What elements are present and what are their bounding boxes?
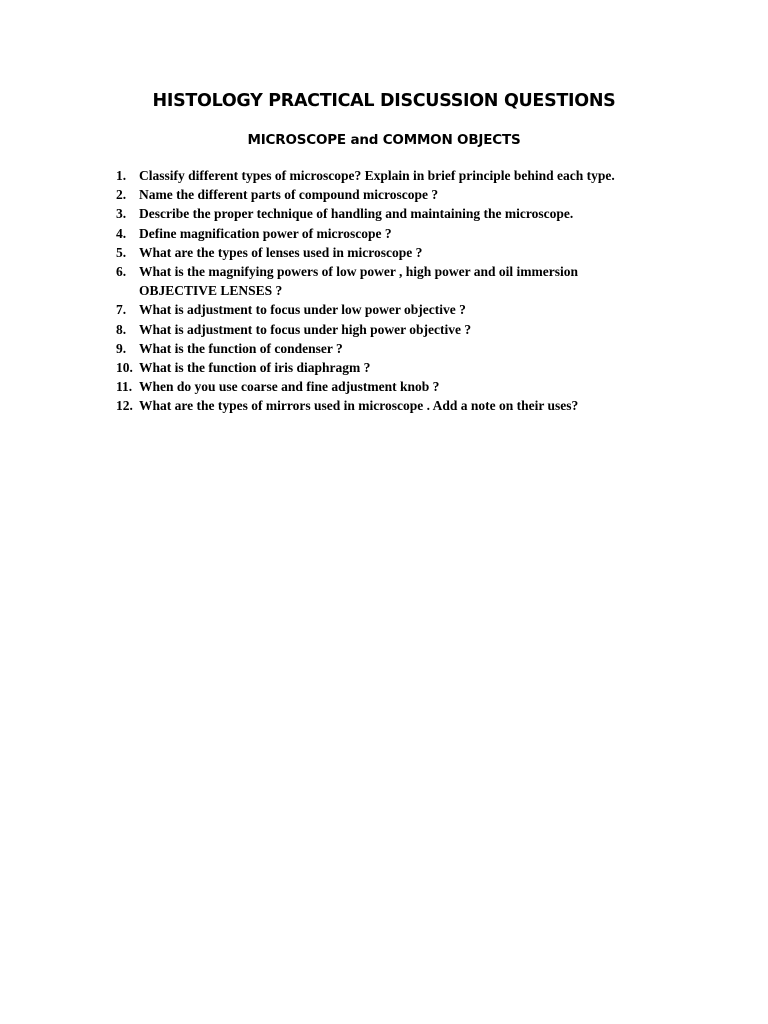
question-item <box>116 300 656 319</box>
document-title: HISTOLOGY PRACTICAL DISCUSSION QUESTIONS <box>152 91 616 111</box>
question-text: Name the different parts of compound microscope ? <box>139 187 439 203</box>
document-subtitle: MICROSCOPE and COMMON OBJECTS <box>247 132 521 148</box>
question-number: 9. <box>116 340 127 356</box>
question-text: Classify different types of microscope? Explain in brief principle behind each type. <box>139 168 615 183</box>
question-text: What is the magnifying powers of low power , high power and oil immersion OBJECTIVE LENSES ? <box>139 264 579 299</box>
question-text: What is the function of condenser ? <box>139 340 343 356</box>
question-text: Describe the proper technique of handling and maintaining the microscope. <box>139 206 574 222</box>
question-text: When do you use coarse and fine adjustment knob ? <box>139 379 440 395</box>
question-number: 3. <box>116 206 127 222</box>
question-number: 4. <box>116 225 127 241</box>
question-number: 7. <box>116 302 127 318</box>
question-item <box>116 204 656 223</box>
question-item <box>116 224 656 243</box>
question-item <box>116 358 656 377</box>
question-item <box>116 262 656 300</box>
question-item <box>116 396 656 415</box>
question-number: 10. <box>116 360 133 376</box>
question-item <box>116 320 656 339</box>
question-number: 1. <box>116 168 127 183</box>
question-item <box>116 166 656 185</box>
question-number: 8. <box>116 321 127 337</box>
question-text: What is adjustment to focus under low power objective ? <box>139 302 466 318</box>
question-item <box>116 339 656 358</box>
question-number: 5. <box>116 244 127 260</box>
question-item <box>116 243 656 262</box>
question-item <box>116 185 656 204</box>
question-text: Define magnification power of microscope ? <box>139 225 392 241</box>
question-text: What are the types of lenses used in microscope ? <box>139 244 423 260</box>
question-number: 6. <box>116 264 127 280</box>
question-text: What is adjustment to focus under high power objective ? <box>139 321 472 337</box>
question-number: 11. <box>116 379 133 395</box>
question-text: What is the function of iris diaphragm ? <box>139 360 371 376</box>
question-text: What are the types of mirrors used in microscope . Add a note on their uses? <box>139 398 579 414</box>
question-list <box>116 166 656 416</box>
question-item <box>116 377 656 396</box>
question-number: 12. <box>116 398 133 414</box>
question-number: 2. <box>116 187 127 203</box>
